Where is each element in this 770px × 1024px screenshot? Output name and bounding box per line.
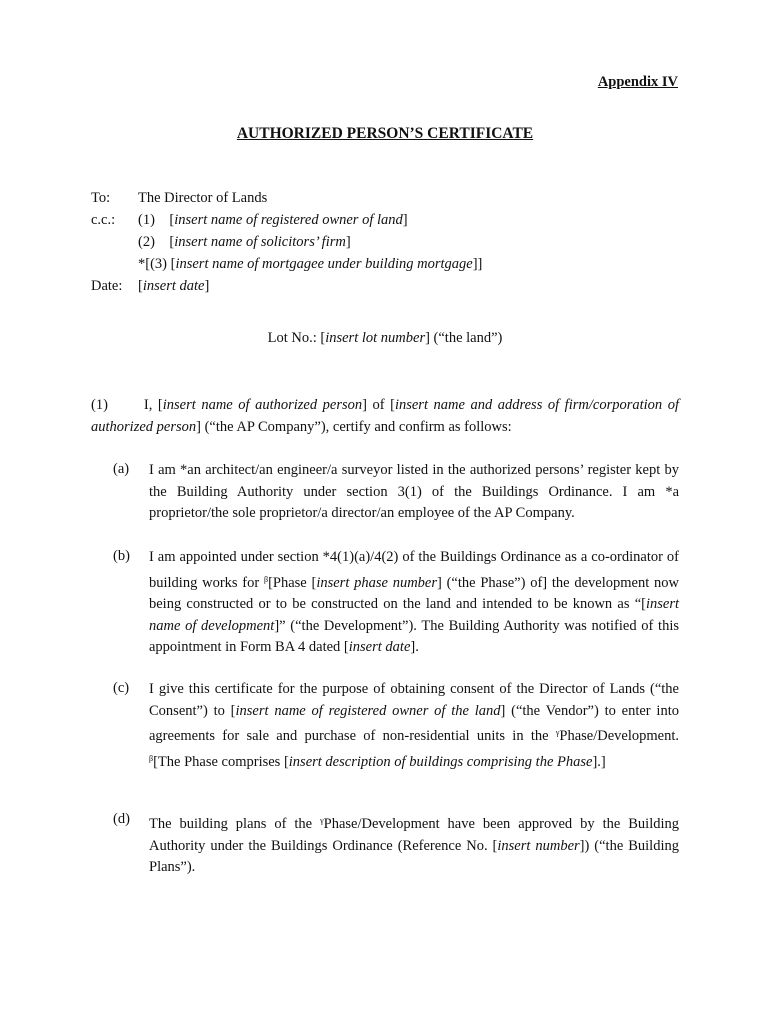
clause-b-text-part: I am appointed under section *4(1)(a)/4(2) of the Buildings Ordinance as a co-ordinator of building works for bbox=[149, 549, 679, 591]
clause-b-text-part: ]” (“the Development”). The Building Authority was notified of this appointment in Form BA 4 dated [ bbox=[149, 617, 679, 656]
to-label: To: bbox=[91, 190, 111, 206]
clause-d-text-part: The building plans of the bbox=[149, 816, 321, 832]
paragraph-1-text: ] (“the AP Company”), certify and confirm as follows: bbox=[196, 419, 512, 435]
lot-placeholder: insert lot number bbox=[325, 330, 426, 346]
paragraph-1-text: ] of [ bbox=[362, 397, 395, 413]
cc3-placeholder: insert name of mortgagee under building mortgage bbox=[175, 256, 473, 272]
cc1-placeholder: insert name of registered owner of land bbox=[174, 212, 403, 228]
clause-b-label: (b) bbox=[113, 548, 130, 564]
paragraph-1-placeholder: insert name and address of firm/corporation of authorized person bbox=[91, 397, 679, 435]
paragraph-1 bbox=[91, 394, 679, 438]
cc-line-2: (2) [insert name of solicitors’ firm] bbox=[138, 234, 351, 250]
paragraph-1-number: (1) bbox=[91, 397, 108, 413]
clause-c-text-part: [The Phase comprises [ bbox=[153, 753, 289, 770]
clause-c-text-part: I give this certificate for the purpose of obtaining consent of the Director of Lands (“the Consent”) to [ bbox=[149, 681, 679, 719]
date-placeholder: insert date bbox=[142, 278, 205, 294]
date-label: Date: bbox=[91, 278, 123, 294]
clause-c-placeholder: insert name of registered owner of the land bbox=[235, 702, 501, 719]
cc2-number: (2) bbox=[138, 234, 155, 250]
clause-a-label: (a) bbox=[113, 461, 130, 477]
paragraph-1-placeholder: insert name of authorized person bbox=[162, 397, 363, 413]
clause-b-text-part: [Phase [ bbox=[268, 574, 317, 591]
clause-b-placeholder: insert date bbox=[348, 639, 411, 656]
to-value: The Director of Lands bbox=[138, 190, 268, 206]
clause-d-text-part: ]) (“the Building Plans”). bbox=[149, 837, 679, 876]
clause-c-text bbox=[149, 679, 690, 773]
cc-line-3 bbox=[138, 256, 482, 273]
cc1-number: (1) bbox=[138, 212, 155, 228]
cc2-placeholder: insert name of solicitors’ firm bbox=[174, 234, 346, 250]
clause-c-text-part: Phase/Development. bbox=[559, 728, 690, 745]
page-title: AUTHORIZED PERSON’S CERTIFICATE bbox=[236, 125, 534, 142]
clause-c-text-part: ] (“the Vendor”) to enter into agreements for sale and purchase of non-residential units in the bbox=[149, 702, 679, 745]
clause-b-text bbox=[149, 547, 679, 659]
appendix-heading: Appendix IV bbox=[597, 74, 678, 90]
clause-b-placeholder: insert phase number bbox=[316, 574, 438, 591]
clause-c-text-part: ].] bbox=[592, 753, 606, 770]
clause-d-text bbox=[149, 810, 679, 879]
clause-d-marker: γ bbox=[320, 816, 324, 825]
cc3-prefix: *[(3) [ bbox=[138, 256, 176, 272]
clause-c-label: (c) bbox=[113, 680, 130, 696]
clause-c-placeholder: insert description of buildings comprising the Phase bbox=[288, 753, 593, 770]
clause-b-text-part: ] (“the Phase”) of] the development now being constructed or to be constructed on the land and intended to be known as “[ bbox=[149, 574, 679, 613]
cc-line-1: (1) [insert name of registered owner of land] bbox=[138, 212, 408, 228]
lot-prefix: Lot No.: [ bbox=[267, 330, 326, 346]
clause-b-placeholder: insert name of development bbox=[149, 596, 679, 634]
clause-c-marker: β bbox=[149, 753, 154, 763]
cc-label: c.c.: bbox=[91, 212, 116, 228]
clause-d-text-part: Phase/Development have been approved by the Building Authority under the Buildings Ordinance (Reference No. [ bbox=[149, 816, 680, 854]
clause-d-placeholder: insert number bbox=[497, 837, 580, 854]
clause-d-label: (d) bbox=[113, 811, 130, 827]
lot-suffix: ] (“the land”) bbox=[425, 330, 503, 346]
lot-line bbox=[0, 330, 770, 347]
clause-c-marker: γ bbox=[555, 728, 560, 738]
date-value: [insert date] bbox=[138, 278, 210, 294]
clause-a-text: I am *an architect/an engineer/a surveyor listed in the authorized persons’ register kept by the Building Authority under section 3(1) of the Buildings Ordinance. I am *a proprietor/the sole proprietor/a director/an employee of the AP Company. bbox=[149, 462, 679, 522]
clause-b-marker: β bbox=[263, 574, 269, 584]
clause-b-text-part: ]. bbox=[410, 639, 419, 656]
paragraph-1-text: I, [ bbox=[143, 397, 163, 413]
cc3-suffix: ]] bbox=[472, 256, 483, 272]
